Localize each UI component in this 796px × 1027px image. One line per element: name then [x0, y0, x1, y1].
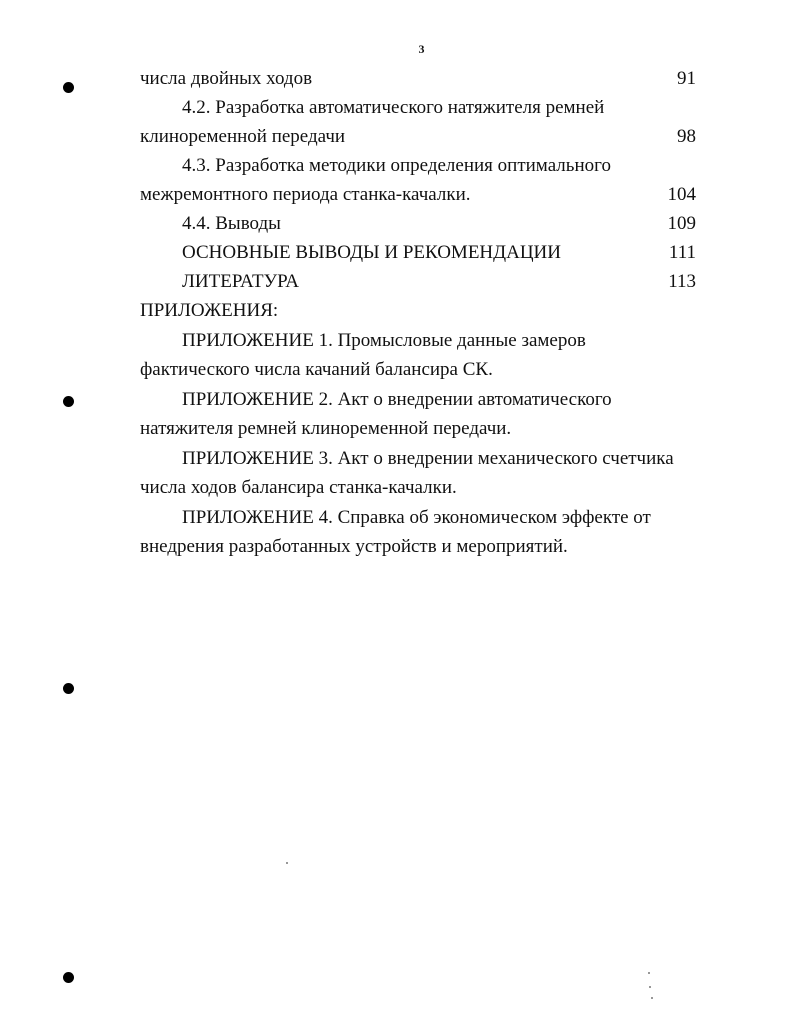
- scan-speck: [648, 972, 650, 974]
- toc-entry-text: 4.4. Выводы: [182, 213, 281, 234]
- toc-entry-text: 4.2. Разработка автоматического натяжителя ремней: [182, 97, 605, 118]
- binder-hole: [63, 683, 74, 694]
- appendix-line: ПРИЛОЖЕНИЕ 4. Справка об экономическом эффекте от: [182, 507, 651, 528]
- toc-entry-page: 109: [667, 213, 696, 234]
- appendix-line: внедрения разработанных устройств и мероприятий.: [140, 536, 568, 557]
- toc-entry-page: 98: [677, 126, 696, 147]
- toc-entry-text: 4.3. Разработка методики определения оптимального: [182, 155, 611, 176]
- toc-entry-text: клиноременной передачи: [140, 126, 346, 147]
- appendix-line: числа ходов балансира станка-качалки.: [140, 477, 457, 498]
- appendix-line: ПРИЛОЖЕНИЕ 2. Акт о внедрении автоматического: [182, 389, 612, 410]
- toc-entry-text: межремонтного периода станка-качалки.: [140, 184, 471, 205]
- toc-entry-text: ЛИТЕРАТУРА: [182, 271, 299, 292]
- toc-entry-page: 91: [677, 68, 696, 89]
- appendix-line: ПРИЛОЖЕНИЕ 3. Акт о внедрении механического счетчика: [182, 448, 674, 469]
- scan-speck: [286, 862, 288, 864]
- toc-entry-page: 104: [667, 184, 696, 205]
- appendix-line: ПРИЛОЖЕНИЕ 1. Промысловые данные замеров: [182, 330, 586, 351]
- binder-hole: [63, 82, 74, 93]
- binder-hole: [63, 396, 74, 407]
- scan-speck: [651, 997, 653, 999]
- appendix-line: фактического числа качаний балансира СК.: [140, 359, 493, 380]
- scan-speck: [649, 986, 651, 988]
- toc-entry-page: 111: [668, 242, 696, 263]
- toc-entry-text: ОСНОВНЫЕ ВЫВОДЫ И РЕКОМЕНДАЦИИ: [182, 242, 561, 263]
- toc-entry-page: 113: [668, 271, 696, 292]
- appendix-line: натяжителя ремней клиноременной передачи.: [140, 418, 512, 439]
- binder-hole: [63, 972, 74, 983]
- appendices-heading: ПРИЛОЖЕНИЯ:: [140, 300, 279, 321]
- page-number: 3: [418, 42, 425, 56]
- toc-entry-text: числа двойных ходов: [140, 68, 313, 89]
